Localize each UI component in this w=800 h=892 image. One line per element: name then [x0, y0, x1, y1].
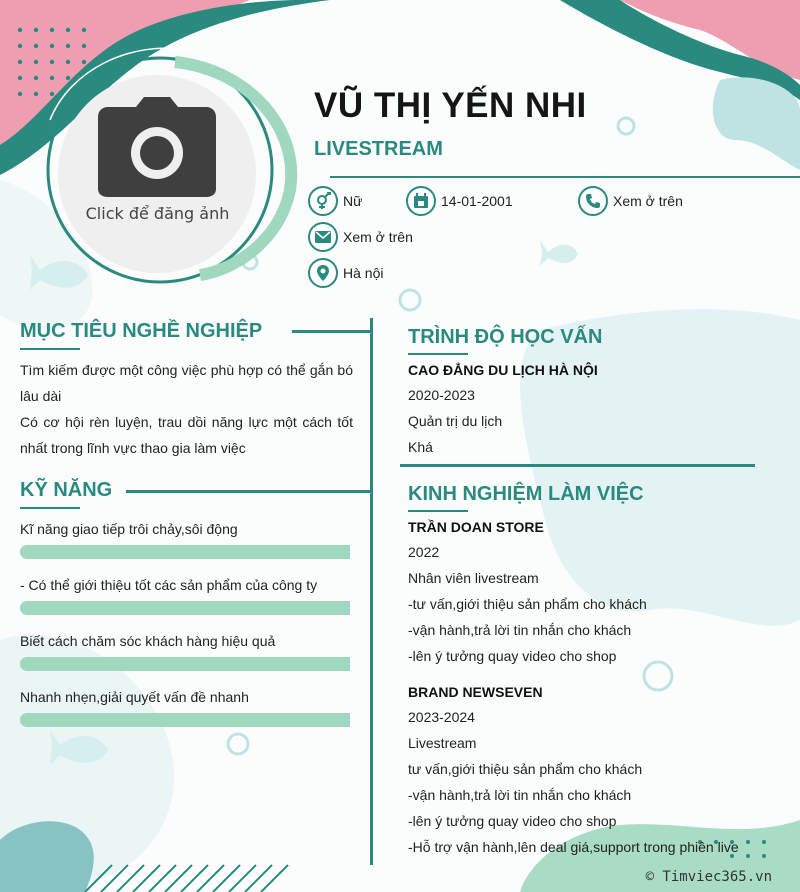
- objective-line-1: Tìm kiếm được một công việc phù hợp có thể gắn bó lâu dài: [20, 362, 353, 404]
- education-grade: Khá: [408, 439, 433, 455]
- skill-name: Nhanh nhẹn,giải quyết vấn đề nhanh: [20, 689, 249, 705]
- birthday-value: 14-01-2001: [441, 193, 513, 209]
- job-task: -Hỗ trợ vận hành,lên deal giá,support trong phiên live: [408, 839, 739, 855]
- objective-title-underline: [20, 348, 80, 350]
- skill-name: - Có thể giới thiệu tốt các sản phẩm của công ty: [20, 577, 318, 593]
- skill-bar: [20, 601, 350, 615]
- job-company: TRẦN DOAN STORE: [408, 519, 544, 535]
- phone-value: Xem ở trên: [613, 193, 683, 209]
- skills-title-underline: [20, 507, 80, 509]
- info-divider: [330, 176, 800, 178]
- email-icon: [308, 222, 338, 252]
- education-title-underline: [408, 353, 468, 355]
- education-title: TRÌNH ĐỘ HỌC VẤN: [408, 326, 603, 348]
- info-gender: [308, 186, 362, 216]
- skill-bar: [20, 713, 350, 727]
- school-name: CAO ĐẲNG DU LỊCH HÀ NỘI: [408, 362, 598, 378]
- avatar-upload[interactable]: [50, 67, 265, 282]
- job-task: -vận hành,trả lời tin nhắn cho khách: [408, 787, 632, 803]
- gender-icon: [308, 186, 338, 216]
- job-task: -lên ý tưởng quay video cho shop: [408, 648, 617, 664]
- location-icon: [308, 258, 338, 288]
- address-value: Hà nội: [343, 265, 384, 281]
- info-phone: [578, 186, 683, 216]
- watermark: © Timviec365.vn: [645, 869, 772, 885]
- experience-job: [408, 680, 788, 860]
- experience-job: [408, 515, 788, 669]
- experience-title: KINH NGHIỆM LÀM VIỆC: [408, 483, 644, 505]
- phone-icon: [578, 186, 608, 216]
- education-major: Quản trị du lịch: [408, 413, 503, 429]
- education-period: 2020-2023: [408, 387, 475, 403]
- desired-position: LIVESTREAM: [314, 138, 443, 160]
- info-birthday: [406, 186, 513, 216]
- gender-value: Nữ: [343, 193, 363, 209]
- skill-bar: [20, 657, 350, 671]
- education-block: [408, 358, 788, 460]
- skill-name: Kĩ năng giao tiếp trôi chảy,sôi động: [20, 521, 238, 537]
- job-period: 2023-2024: [408, 709, 475, 725]
- avatar-upload-label: Click để đăng ảnh: [85, 204, 230, 223]
- job-task: -tư vấn,giới thiệu sản phẩm cho khách: [408, 596, 647, 612]
- column-divider: [370, 318, 373, 865]
- job-task: -vận hành,trả lời tin nhắn cho khách: [408, 622, 632, 638]
- experience-title-underline: [408, 510, 468, 512]
- info-address: [308, 258, 383, 288]
- email-value: Xem ở trên: [343, 229, 413, 245]
- job-task: -lên ý tưởng quay video cho shop: [408, 813, 617, 829]
- objective-line-2: Có cơ hội rèn luyện, trau dồi năng lực một cách tốt nhất trong lĩnh vực thao gia làm việc: [20, 414, 353, 456]
- camera-icon: [98, 97, 216, 197]
- section-divider: [400, 464, 755, 467]
- job-company: BRAND NEWSEVEN: [408, 684, 543, 700]
- job-role: Livestream: [408, 735, 477, 751]
- job-period: 2022: [408, 544, 440, 560]
- skill-name: Biết cách chăm sóc khách hàng hiệu quả: [20, 633, 276, 649]
- skill-bar: [20, 545, 350, 559]
- teal-blob-bottom-left: [0, 821, 94, 892]
- job-task: tư vấn,giới thiệu sản phẩm cho khách: [408, 761, 643, 777]
- light-blob-right: [713, 77, 800, 170]
- calendar-icon: [406, 186, 436, 216]
- objective-title: MỤC TIÊU NGHỀ NGHIỆP: [20, 320, 263, 342]
- objective-title-line: [292, 330, 372, 333]
- job-role: Nhân viên livestream: [408, 570, 539, 586]
- info-email: [308, 222, 413, 252]
- skills-title: KỸ NĂNG: [20, 479, 113, 501]
- skills-title-line: [126, 490, 372, 493]
- candidate-name: VŨ THỊ YẾN NHI: [314, 86, 587, 125]
